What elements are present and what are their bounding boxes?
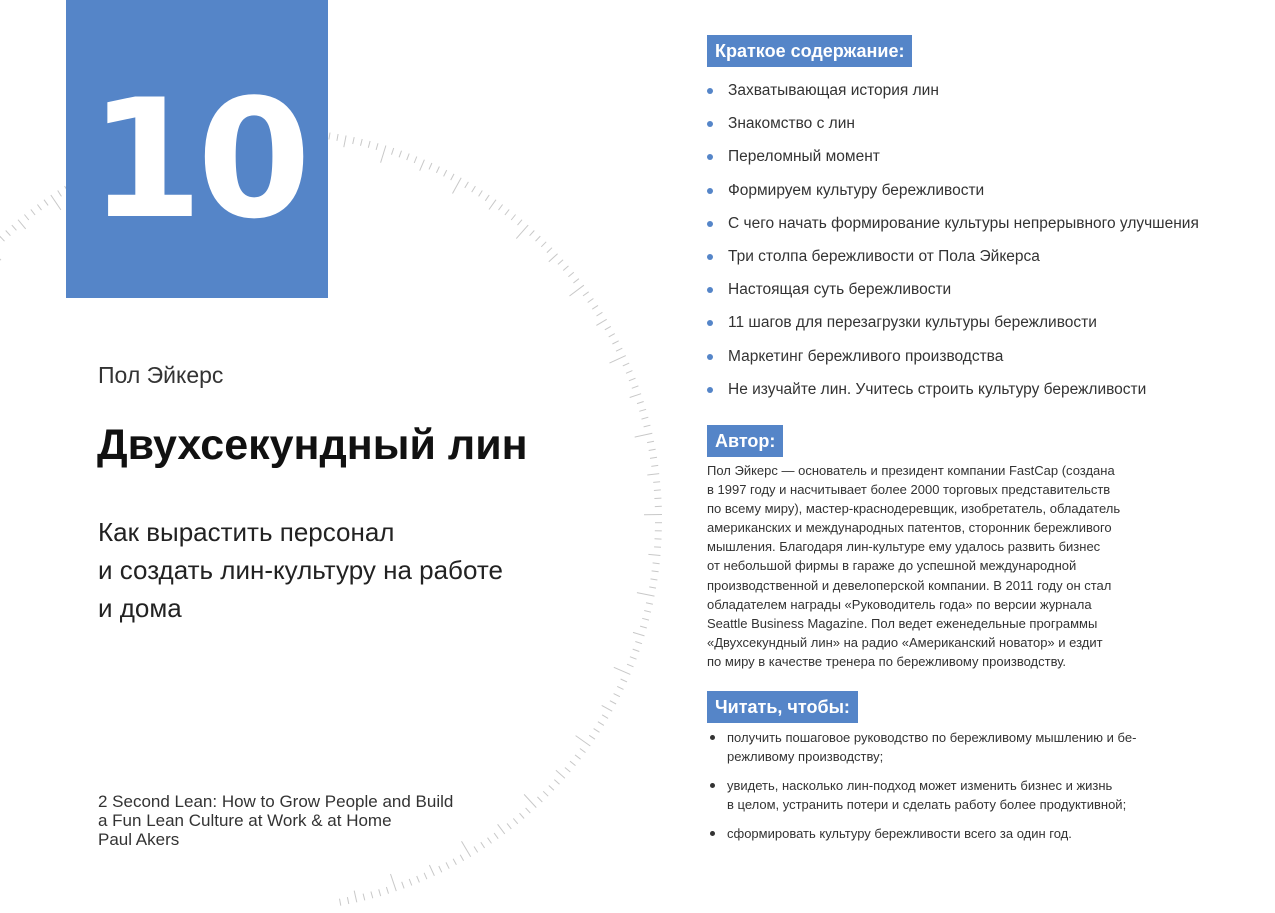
dial-tick: [547, 248, 552, 253]
bullet-icon: [707, 221, 713, 227]
dial-tick: [520, 813, 525, 818]
dial-tick: [494, 833, 498, 839]
dial-tick: [610, 701, 616, 704]
dial-tick: [541, 242, 546, 247]
contents-heading: Краткое содержание:: [707, 35, 912, 67]
dial-tick: [44, 200, 48, 206]
dial-tick: [446, 862, 449, 868]
dial-tick: [18, 220, 26, 229]
book-subtitle: [98, 513, 503, 627]
dial-tick: [573, 279, 579, 283]
dial-tick: [462, 841, 471, 856]
contents-item-label: Не изучайте лин. Учитесь строить культуру бережливости: [728, 380, 1147, 398]
dial-tick: [31, 209, 35, 215]
dial-tick: [12, 225, 17, 230]
dial-tick: [0, 236, 5, 241]
bullet-icon: [707, 354, 713, 360]
dial-tick: [609, 334, 615, 337]
dial-tick: [420, 160, 425, 171]
dial-tick: [526, 808, 531, 813]
dial-tick: [474, 847, 478, 853]
dial-tick: [392, 148, 394, 155]
dial-tick: [424, 873, 427, 879]
dial-tick: [642, 618, 649, 620]
dial-tick: [488, 838, 492, 844]
reasons-item-line: увидеть, насколько лин-подход может изменить бизнес и жизнь: [727, 778, 1113, 793]
about-line: по всему миру), мастер-краснодеревщик, изобретатель, обладатель: [707, 501, 1121, 517]
dial-tick: [536, 236, 541, 241]
dial-tick: [499, 205, 503, 211]
dial-tick: [485, 195, 489, 201]
dial-tick: [460, 855, 463, 861]
bullet-icon: [710, 831, 715, 836]
bullet-icon: [707, 320, 713, 326]
reasons-item-line: сформировать культуру бережливости всего за один год.: [727, 826, 1072, 841]
dial-tick: [407, 154, 410, 161]
dial-tick: [614, 694, 620, 697]
dial-tick: [649, 587, 656, 588]
dial-tick: [414, 157, 417, 164]
dial-tick: [429, 865, 434, 876]
original-author: Paul Akers: [98, 830, 180, 849]
about-line: в 1997 году и насчитывает более 2000 торговых представительств: [707, 482, 1111, 498]
dial-tick: [518, 220, 523, 225]
dial-tick: [602, 705, 613, 711]
about-heading: Автор:: [707, 425, 783, 457]
dial-tick: [479, 191, 483, 197]
dial-tick: [489, 200, 496, 210]
dial-tick: [498, 824, 505, 834]
subtitle-line: и дома: [98, 593, 182, 623]
dial-tick: [429, 163, 432, 169]
dial-tick: [530, 231, 535, 236]
reasons-item: [707, 824, 1136, 843]
contents-item: [707, 340, 1199, 373]
contents-item: [707, 240, 1199, 273]
about-line: производственной и девелоперской компании. В 2011 году он стал: [707, 577, 1112, 593]
dial-tick: [391, 874, 397, 891]
dial-tick: [516, 225, 528, 239]
contents-item: [707, 207, 1199, 240]
contents-item-label: Формируем культуру бережливости: [728, 181, 985, 199]
dial-tick: [368, 141, 370, 148]
dial-tick: [589, 735, 595, 739]
dial-tick: [363, 894, 365, 901]
contents-item-label: Знакомство с лин: [728, 115, 855, 133]
dial-tick: [537, 797, 542, 802]
dial-tick: [626, 371, 632, 374]
dial-tick: [653, 563, 660, 564]
dial-tick: [329, 133, 330, 140]
chapter-number: 10: [88, 64, 306, 255]
chapter-number-box: [66, 0, 328, 298]
dial-tick: [650, 457, 657, 458]
bullet-icon: [710, 783, 715, 788]
dial-tick: [647, 474, 659, 475]
dial-tick: [640, 626, 647, 628]
reasons-item-line: в целом, устранить потери и сделать работу более продуктивной;: [727, 797, 1127, 812]
dial-tick: [635, 433, 653, 437]
dial-tick: [371, 892, 373, 899]
bullet-icon: [710, 735, 715, 740]
contents-list: [707, 74, 1199, 406]
dial-tick: [24, 215, 28, 221]
reasons-heading: Читать, чтобы:: [707, 691, 858, 723]
about-line: Seattle Business Magazine. Пол ведет еженедельные программы: [707, 615, 1098, 631]
bullet-icon: [707, 387, 713, 393]
dial-tick: [651, 579, 658, 580]
dial-tick: [644, 611, 651, 613]
dial-tick: [570, 761, 576, 765]
dial-tick: [630, 657, 637, 660]
bullet-icon: [707, 121, 713, 127]
dial-tick: [451, 174, 454, 180]
contents-item: [707, 174, 1199, 207]
dial-tick: [51, 195, 61, 210]
contents-item-label: Захватывающая история лин: [728, 82, 939, 99]
contents-item-label: Переломный момент: [728, 148, 880, 166]
dial-tick: [556, 770, 565, 778]
dial-tick: [436, 167, 439, 173]
contents-item-label: Три столпа бережливости от Пола Эйкерса: [728, 247, 1040, 265]
dial-tick: [580, 749, 586, 753]
dial-tick: [549, 786, 554, 791]
dial-tick: [652, 571, 659, 572]
about-line: мышления. Благодаря лин-культуре ему удалось развить бизнес: [707, 539, 1101, 555]
dial-tick: [621, 679, 627, 682]
dial-tick: [453, 859, 456, 865]
dial-tick: [444, 170, 447, 176]
bullet-icon: [707, 154, 713, 160]
dial-tick: [647, 441, 654, 442]
contents-item-label: Маркетинг бережливого производства: [728, 347, 1004, 365]
dial-tick: [646, 603, 653, 605]
dial-tick: [649, 449, 656, 450]
original-title-line: 2 Second Lean: How to Grow People and Build: [98, 792, 454, 811]
dial-tick: [386, 887, 388, 894]
dial-tick: [588, 299, 594, 303]
dial-tick: [602, 715, 608, 719]
contents-item-label: С чего начать формирование культуры непрерывного улучшения: [728, 214, 1199, 232]
contents-item: [707, 107, 1199, 140]
contents-item: [707, 306, 1199, 339]
dial-tick: [558, 260, 563, 265]
reasons-item-line: получить пошаговое руководство по бережливому мышлению и бе-: [727, 730, 1137, 745]
about-line: «Двухсекундный лин» на радио «Американский новатор» и ездит: [707, 634, 1103, 650]
dial-tick: [417, 876, 420, 882]
dial-tick: [623, 363, 629, 366]
dial-tick: [439, 866, 442, 872]
dial-tick: [399, 151, 401, 158]
dial-tick: [592, 305, 598, 309]
original-title-line: a Fun Lean Culture at Work & at Home: [98, 811, 392, 830]
about-line: Пол Эйкерс — основатель и президент компании FastCap (создана: [707, 463, 1115, 478]
dial-tick: [381, 146, 386, 163]
subtitle-line: Как вырастить персонал: [98, 517, 395, 547]
dial-tick: [6, 231, 11, 236]
dial-tick: [597, 312, 603, 316]
about-line: от небольшой фирмы в гараже до успешной международной: [707, 558, 1077, 574]
dial-tick: [505, 209, 509, 215]
dial-tick: [648, 554, 660, 555]
dial-tick: [340, 899, 341, 906]
dial-tick: [353, 137, 355, 144]
dial-tick: [598, 722, 604, 726]
dial-tick: [633, 632, 645, 636]
dial-tick: [635, 642, 642, 644]
dial-tick: [524, 794, 536, 807]
about-line: американских и международных патентов, сторонник бережливого: [707, 520, 1112, 536]
dial-tick: [58, 191, 62, 197]
dial-tick: [617, 686, 623, 689]
dial-tick: [543, 791, 548, 796]
dial-tick: [610, 356, 626, 364]
about-line: обладателем награды «Руководитель года» по версии журнала: [707, 596, 1092, 612]
dial-tick: [0, 248, 1, 261]
dial-tick: [651, 465, 658, 466]
dial-tick: [568, 272, 573, 277]
dial-tick: [637, 402, 644, 404]
dial-tick: [576, 736, 591, 746]
contents-item: [707, 373, 1199, 406]
dial-tick: [629, 378, 636, 381]
reasons-item: [707, 776, 1136, 814]
dial-tick: [594, 729, 600, 733]
original-title: [98, 792, 453, 849]
dial-tick: [583, 292, 589, 296]
dial-tick: [633, 649, 640, 651]
dial-tick: [575, 755, 581, 759]
dial-tick: [563, 266, 568, 271]
dial-tick: [361, 139, 363, 146]
bullet-icon: [707, 254, 713, 260]
dial-tick: [402, 882, 404, 889]
dial-tick: [354, 891, 357, 903]
dial-tick: [511, 215, 515, 221]
dial-tick: [554, 780, 559, 785]
dial-tick: [616, 348, 622, 351]
dial-tick: [614, 667, 631, 674]
dial-tick: [637, 593, 655, 597]
dial-tick: [570, 285, 584, 296]
contents-item-label: Настоящая суть бережливости: [728, 281, 952, 299]
dial-tick: [644, 425, 651, 427]
about-line: по миру в качестве тренера по бережливому производству.: [707, 653, 1067, 669]
dial-tick: [347, 897, 348, 904]
dial-tick: [465, 182, 469, 188]
dial-tick: [627, 664, 634, 667]
dial-tick: [513, 818, 518, 823]
bullet-icon: [707, 188, 713, 194]
dial-tick: [639, 409, 646, 411]
dial-tick: [549, 254, 558, 262]
dial-tick: [409, 879, 412, 886]
dial-tick: [654, 490, 661, 491]
bullet-icon: [707, 88, 713, 94]
subtitle-line: и создать лин-культуру на работе: [98, 555, 503, 585]
contents-item: [707, 140, 1199, 173]
dial-tick: [379, 889, 381, 896]
contents-item: [707, 74, 1199, 107]
dial-tick: [481, 842, 485, 848]
dial-tick: [37, 205, 41, 211]
about-author-text: [707, 461, 1177, 671]
book-author: Пол Эйкерс: [98, 362, 224, 388]
dial-tick: [653, 482, 660, 483]
reasons-item: [707, 728, 1136, 766]
contents-item-label: 11 шагов для перезагрузки культуры бережливости: [728, 314, 1097, 332]
dial-tick: [453, 178, 462, 194]
dial-tick: [376, 143, 378, 150]
dial-tick: [605, 326, 611, 329]
dial-tick: [632, 386, 639, 388]
contents-item: [707, 273, 1199, 306]
book-title: Двухсекундный лин: [97, 421, 528, 469]
dial-tick: [565, 768, 570, 773]
dial-tick: [337, 134, 338, 141]
reasons-item-line: режливому производству;: [727, 749, 884, 764]
reasons-list: [707, 728, 1136, 853]
dial-tick: [642, 417, 649, 419]
dial-tick: [472, 186, 476, 192]
dial-tick: [630, 394, 641, 398]
bullet-icon: [707, 287, 713, 293]
dial-tick: [507, 823, 511, 829]
dial-tick: [344, 136, 346, 148]
dial-tick: [612, 341, 618, 344]
dial-tick: [596, 319, 606, 325]
